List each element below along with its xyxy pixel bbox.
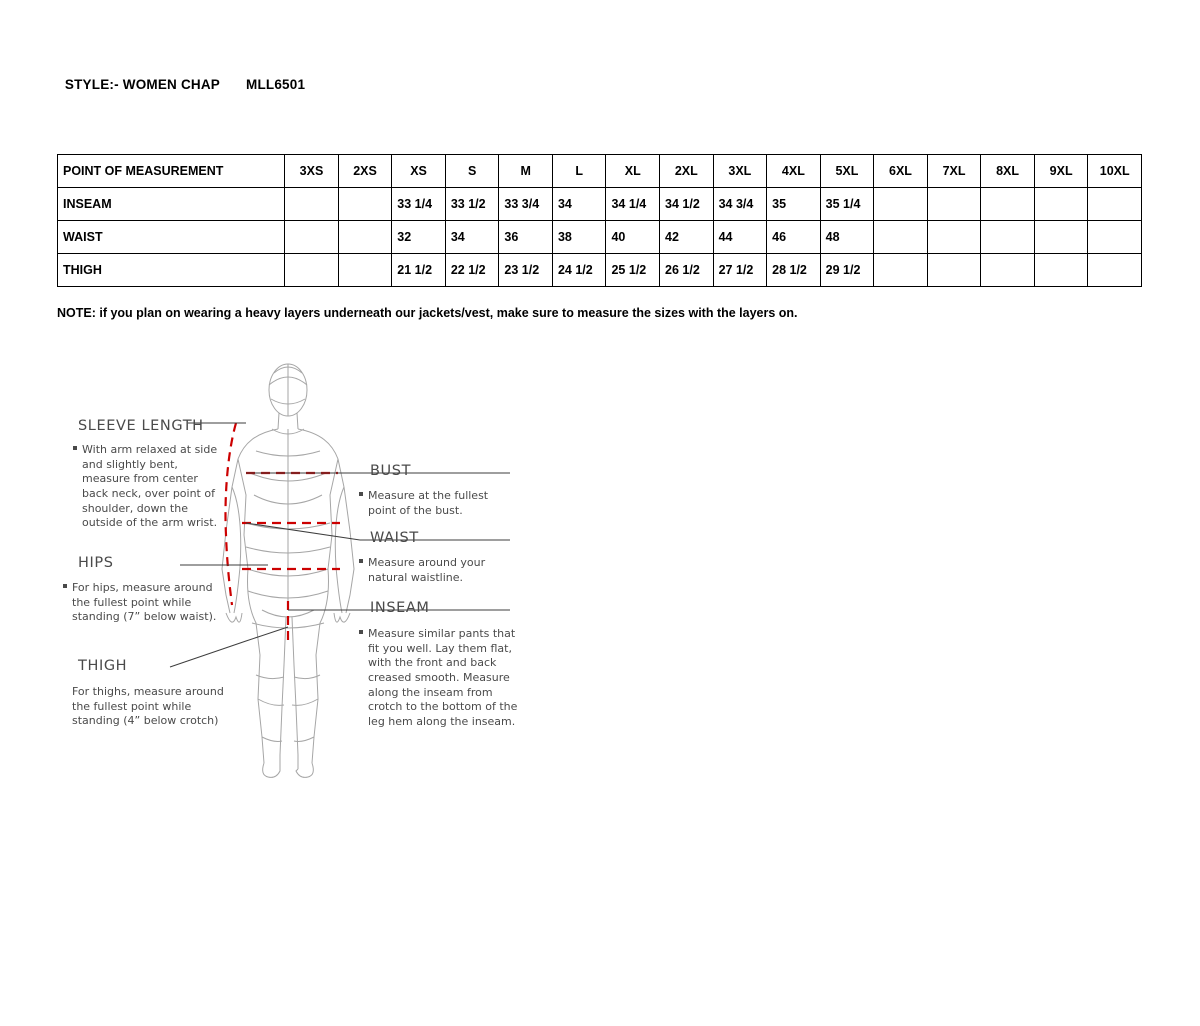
column-header-size: 2XL [660,155,714,188]
table-cell [1034,188,1088,221]
callout-body-bust [368,489,518,518]
callout-text: For hips, measure around the fullest point while standing (7” below waist). [72,581,217,624]
bullet-icon [73,446,77,450]
column-header-size: 5XL [820,155,874,188]
callout-title-thigh: THIGH [78,658,128,674]
table-cell [1034,254,1088,287]
style-header [57,62,305,92]
table-cell [285,188,339,221]
table-cell: 40 [606,221,660,254]
table-cell: 33 3/4 [499,188,553,221]
table-row [58,188,1142,221]
column-header-size: M [499,155,553,188]
column-header-size: 9XL [1034,155,1088,188]
table-cell [1088,221,1142,254]
callout-body-inseam [368,627,528,729]
column-header-size: 3XL [713,155,767,188]
callout-body-sleeve-length [82,443,222,531]
table-cell [285,221,339,254]
column-header-size: 2XS [338,155,392,188]
table-cell [874,254,928,287]
table-cell: 28 1/2 [767,254,821,287]
table-cell [927,221,981,254]
bullet-icon [359,630,363,634]
table-cell: 21 1/2 [392,254,446,287]
callout-title-hips: HIPS [78,555,114,571]
table-row [58,221,1142,254]
column-header-size: XS [392,155,446,188]
table-cell: 33 1/4 [392,188,446,221]
table-row [58,254,1142,287]
bullet-icon [63,584,67,588]
column-header-size: 6XL [874,155,928,188]
table-cell [927,188,981,221]
measurement-note: NOTE: if you plan on wearing a heavy layers underneath our jackets/vest, make sure to measure the sizes with the layers on. [57,306,798,320]
bullet-icon [359,492,363,496]
table-cell [338,254,392,287]
callout-text: Measure around your natural waistline. [368,556,486,584]
callout-title-bust: BUST [370,463,412,479]
size-chart-table [57,154,1142,287]
table-cell: 35 1/4 [820,188,874,221]
table-cell: 46 [767,221,821,254]
column-header-size: 3XS [285,155,339,188]
table-cell: 34 1/4 [606,188,660,221]
callout-text: Measure at the fullest point of the bust. [368,489,489,517]
measurement-diagram [50,355,610,815]
callout-body-thigh [72,685,232,729]
table-cell: 23 1/2 [499,254,553,287]
table-cell: 35 [767,188,821,221]
callout-body-waist [368,556,523,585]
table-cell [1088,254,1142,287]
table-cell: 29 1/2 [820,254,874,287]
column-header-point-of-measurement: POINT OF MEASUREMENT [58,155,285,188]
table-cell: 34 [552,188,606,221]
table-cell: 32 [392,221,446,254]
column-header-size: S [445,155,499,188]
callout-text: Measure similar pants that fit you well. Lay them flat, with the front and back creased smooth. Measure along the inseam from crotch to the bottom of the leg hem along the inseam. [368,627,518,728]
column-header-size: 10XL [1088,155,1142,188]
callout-text: With arm relaxed at side and slightly bent, measure from center back neck, over point of shoulder, down the outside of the arm wrist. [82,443,218,530]
callout-body-hips [72,581,222,625]
callout-title-sleeve-length: SLEEVE LENGTH [78,418,204,434]
table-cell [874,188,928,221]
table-cell: 27 1/2 [713,254,767,287]
column-header-size: L [552,155,606,188]
callout-title-inseam: INSEAM [370,600,430,616]
row-label: INSEAM [58,188,285,221]
table-cell [981,221,1035,254]
table-cell [1088,188,1142,221]
table-cell [981,254,1035,287]
callout-title-waist: WAIST [370,530,419,546]
table-cell: 38 [552,221,606,254]
column-header-size: XL [606,155,660,188]
table-cell [981,188,1035,221]
table-cell: 34 [445,221,499,254]
callout-text: For thighs, measure around the fullest point while standing (4” below crotch) [72,685,224,728]
table-cell [874,221,928,254]
table-cell [285,254,339,287]
table-cell: 36 [499,221,553,254]
table-cell: 25 1/2 [606,254,660,287]
column-header-size: 4XL [767,155,821,188]
table-cell: 42 [660,221,714,254]
table-cell [338,188,392,221]
table-cell [1034,221,1088,254]
table-cell: 44 [713,221,767,254]
table-cell: 22 1/2 [445,254,499,287]
column-header-size: 7XL [927,155,981,188]
column-header-size: 8XL [981,155,1035,188]
table-cell: 48 [820,221,874,254]
table-header-row [58,155,1142,188]
table-cell [927,254,981,287]
table-cell: 34 1/2 [660,188,714,221]
table-cell: 26 1/2 [660,254,714,287]
row-label: WAIST [58,221,285,254]
row-label: THIGH [58,254,285,287]
bullet-icon [359,559,363,563]
table-cell: 34 3/4 [713,188,767,221]
style-label: STYLE:- WOMEN CHAP [64,77,220,92]
table-cell [338,221,392,254]
table-cell: 33 1/2 [445,188,499,221]
style-code: MLL6501 [246,77,306,92]
table-cell: 24 1/2 [552,254,606,287]
